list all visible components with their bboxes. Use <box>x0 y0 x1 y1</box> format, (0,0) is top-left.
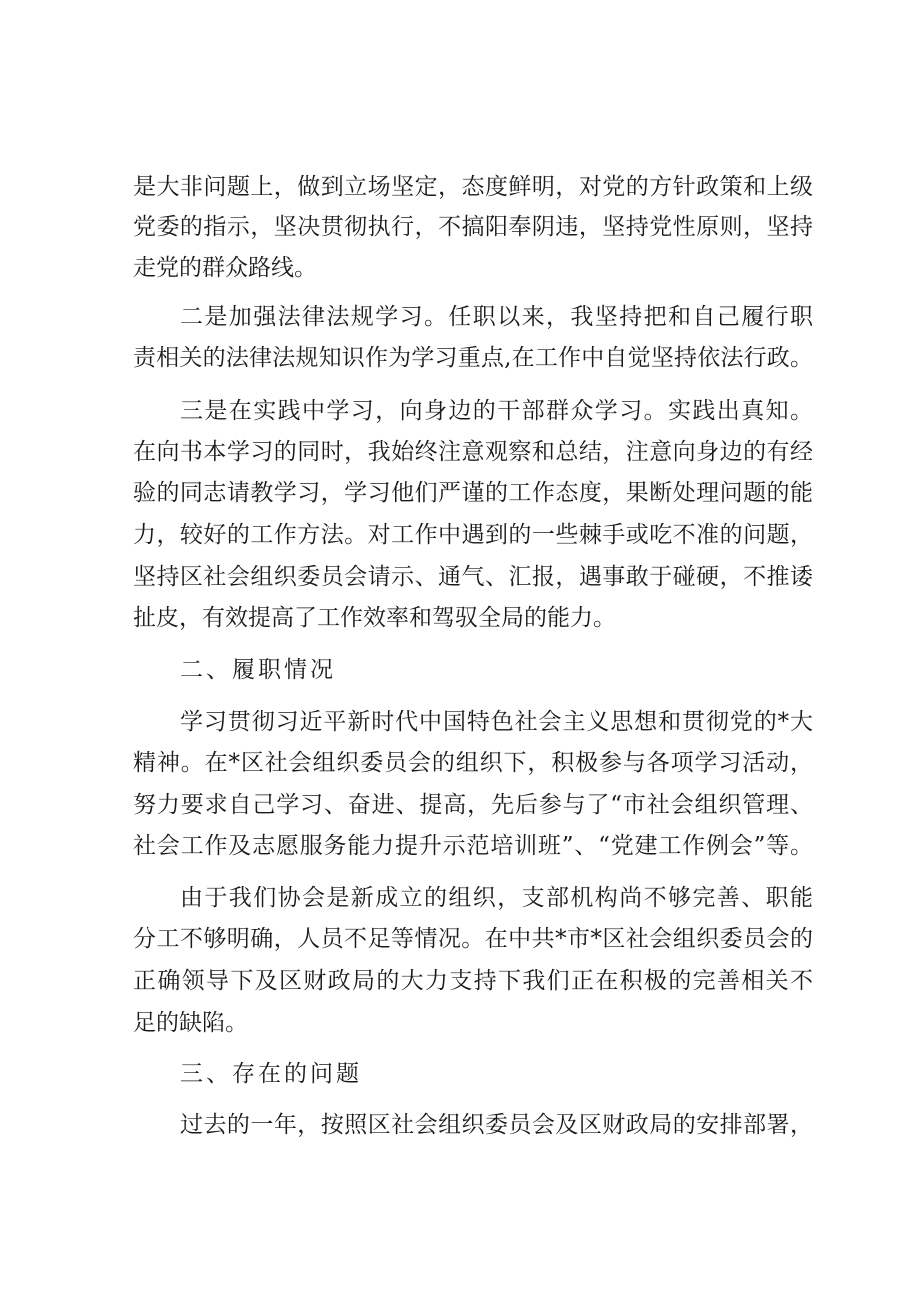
paragraph-line: 正确领导下及区财政局的大力支持下我们正在积极的完善相关不 <box>133 968 813 994</box>
paragraph-line: 是大非问题上，做到立场坚定，态度鲜明，对党的方针政策和上级 <box>133 174 813 200</box>
paragraph-line: 过去的一年，按照区社会组织委员会及区财政局的安排部署， <box>180 1112 813 1138</box>
paragraph-line: 验的同志请教学习，学习他们严谨的工作态度，果断处理问题的能 <box>133 480 813 506</box>
section-heading: 三、存在的问题 <box>180 1061 362 1087</box>
paragraph-line: 三是在实践中学习，向身边的干部群众学习。实践出真知。 <box>180 398 813 424</box>
paragraph-line: 由于我们协会是新成立的组织，支部机构尚不够完善、职能 <box>180 885 813 911</box>
paragraph-line: 精神。在*区社会组织委员会的组织下，积极参与各项学习活动， <box>133 750 813 776</box>
paragraph-line: 扯皮，有效提高了工作效率和驾驭全局的能力。 <box>133 605 616 631</box>
paragraph-line: 力，较好的工作方法。对工作中遇到的一些棘手或吃不准的问题， <box>133 522 813 548</box>
paragraph-line: 坚持区社会组织委员会请示、通气、汇报，遇事敢于碰硬，不推诿 <box>133 564 813 590</box>
paragraph-line: 二是加强法律法规学习。任职以来，我坚持把和自己履行职 <box>180 304 813 330</box>
paragraph-line: 足的缺陷。 <box>133 1010 248 1036</box>
paragraph-line: 分工不够明确，人员不足等情况。在中共*市*区社会组织委员会的 <box>133 926 813 952</box>
paragraph-line: 努力要求自己学习、奋进、提高，先后参与了“市社会组织管理、 <box>133 792 813 818</box>
paragraph-line: 在向书本学习的同时，我始终注意观察和总结，注意向身边的有经 <box>133 439 813 465</box>
paragraph-line: 责相关的法律法规知识作为学习重点,在工作中自觉坚持依法行政。 <box>133 345 813 371</box>
paragraph-line: 社会工作及志愿服务能力提升示范培训班”、“党建工作例会”等。 <box>133 833 813 859</box>
paragraph-line: 学习贯彻习近平新时代中国特色社会主义思想和贯彻党的*大 <box>180 709 813 735</box>
section-heading: 二、履职情况 <box>180 657 336 683</box>
paragraph-line: 党委的指示，坚决贯彻执行，不搞阳奉阴违，坚持党性原则，坚持 <box>133 214 813 240</box>
paragraph-line: 走党的群众路线。 <box>133 255 317 281</box>
